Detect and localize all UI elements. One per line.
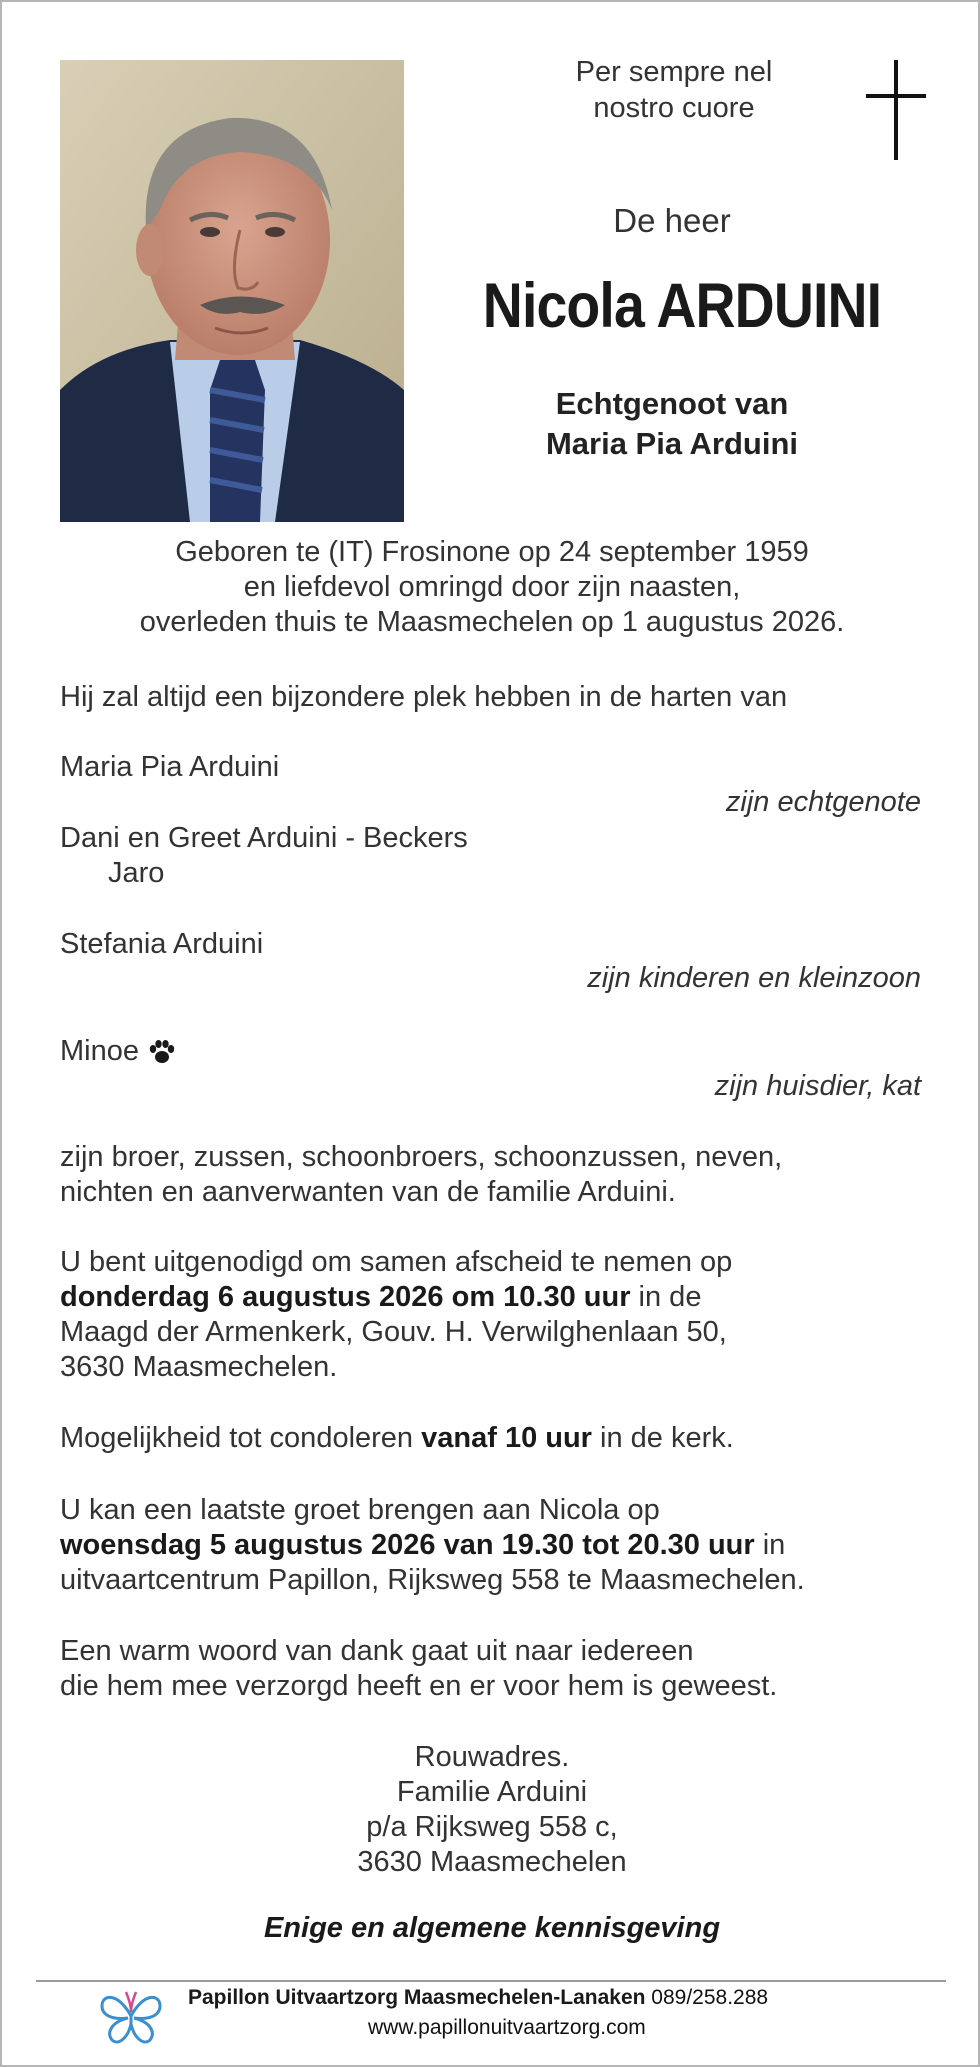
spouse-of	[442, 384, 902, 464]
family-pet-relation: zijn huisdier, kat	[714, 1070, 921, 1102]
honorific: De heer	[613, 202, 731, 239]
spouse-line-2: Maria Pia Arduini	[545, 426, 799, 461]
footer-divider	[36, 1980, 946, 1982]
footer-company	[188, 1986, 768, 2010]
condolence-before: Mogelijkheid tot condoleren	[60, 1422, 422, 1454]
heart-line: Hij zal altijd een bijzondere plek hebben in de harten van	[60, 681, 788, 713]
intro-line-3: overleden thuis te Maasmechelen op 1 augustus 2026.	[139, 606, 845, 638]
visit-info	[60, 1493, 924, 1598]
thanks-line-1: Een warm woord van dank gaat uit naar iedereen	[60, 1635, 694, 1667]
condolence-time: vanaf 10 uur	[421, 1422, 592, 1454]
thanks-line-2: die hem mee verzorgd heeft en er voor hem is geweest.	[60, 1670, 778, 1702]
funeral-line-4: 3630 Maasmechelen.	[60, 1351, 338, 1383]
address-line-3: p/a Rijksweg 558 c,	[366, 1811, 618, 1843]
family-children-relation: zijn kinderen en kleinzoon	[587, 962, 921, 994]
company-name: Papillon Uitvaartzorg Maasmechelen-Lanaken	[188, 1986, 646, 2009]
visit-line-3: uitvaartcentrum Papillon, Rijksweg 558 te Maasmechelen.	[60, 1564, 805, 1596]
funeral-date: donderdag 6 augustus 2026 om 10.30 uur	[60, 1281, 631, 1313]
address-line-4: 3630 Maasmechelen	[357, 1846, 627, 1878]
visit-line-1: U kan een laatste groet brengen aan Nicola op	[60, 1494, 660, 1526]
family-child-2: Stefania Arduini	[60, 928, 264, 960]
visit-after-date: in	[754, 1529, 786, 1561]
family-spouse-name: Maria Pia Arduini	[60, 751, 280, 783]
address-line-1: Rouwadres.	[414, 1741, 570, 1773]
funeral-line-3: Maagd der Armenkerk, Gouv. H. Verwilghenlaan 50,	[60, 1316, 727, 1348]
motto-line-1: Per sempre nel	[575, 56, 773, 88]
paw-icon	[147, 1037, 177, 1067]
deceased-name: Nicola ARDUINI	[482, 271, 882, 341]
cross-icon	[866, 60, 926, 160]
company-website[interactable]: www.papillonuitvaartzorg.com	[368, 2016, 646, 2039]
butterfly-icon	[98, 1986, 164, 2048]
motto-line-2: nostro cuore	[593, 92, 755, 124]
portrait-photo	[60, 60, 404, 522]
thanks	[60, 1634, 924, 1704]
condolence-info	[60, 1421, 924, 1456]
company-phone: 089/258.288	[645, 1986, 769, 2009]
funeral-line-2	[60, 1280, 924, 1315]
family-grandchild: Jaro	[108, 857, 165, 889]
funeral-line-1: U bent uitgenodigd om samen afscheid te nemen op	[60, 1246, 733, 1278]
visit-date: woensdag 5 augustus 2026 van 19.30 tot 20.30 uur	[60, 1529, 755, 1561]
funeral-after-date: in de	[630, 1281, 702, 1313]
birth-death-info	[60, 535, 924, 640]
notice: Enige en algemene kennisgeving	[263, 1912, 721, 1944]
motto	[502, 54, 846, 126]
family-pet	[60, 1034, 924, 1069]
relatives	[60, 1140, 924, 1210]
intro-line-2: en liefdevol omringd door zijn naasten,	[243, 571, 741, 603]
mourning-address	[302, 1740, 682, 1880]
relatives-line-2: nichten en aanverwanten van de familie Arduini.	[60, 1176, 676, 1208]
spouse-line-1: Echtgenoot van	[555, 386, 789, 421]
relatives-line-1: zijn broer, zussen, schoonbroers, schoonzussen, neven,	[60, 1141, 783, 1173]
visit-line-2	[60, 1528, 924, 1563]
intro-line-1: Geboren te (IT) Frosinone op 24 september 1959	[175, 536, 809, 568]
family-child-1: Dani en Greet Arduini - Beckers	[60, 822, 468, 854]
address-line-2: Familie Arduini	[396, 1776, 588, 1808]
pet-name: Minoe	[60, 1035, 139, 1067]
condolence-after: in de kerk.	[591, 1422, 734, 1454]
funeral-info	[60, 1245, 924, 1385]
family-spouse-relation: zijn echtgenote	[725, 786, 921, 818]
